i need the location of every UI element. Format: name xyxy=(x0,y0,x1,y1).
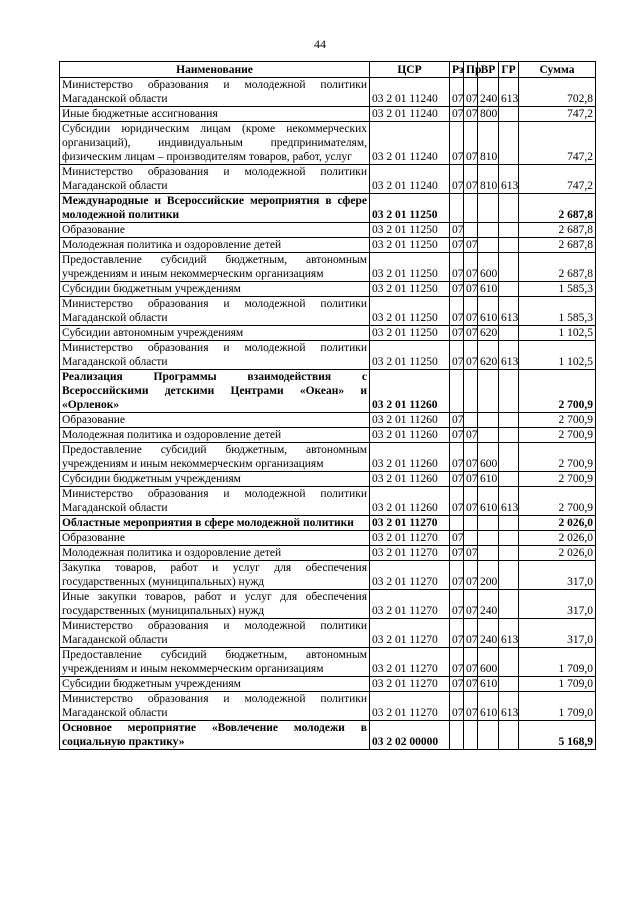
row-gr-cell xyxy=(499,253,519,282)
row-pr-cell: 07 xyxy=(464,619,478,648)
row-sum-cell: 2 700,9 xyxy=(519,487,596,516)
row-name-cell: Предоставление субсидий бюджетным, автономным учреждениям и иным некоммерческим организациям xyxy=(60,443,370,472)
row-name-cell: Министерство образования и молодежной политики Магаданской области xyxy=(60,487,370,516)
row-vr-cell: 620 xyxy=(478,326,499,341)
row-pr-cell xyxy=(464,721,478,750)
header-vr: ВР xyxy=(478,62,499,78)
table-row xyxy=(60,122,596,165)
row-pr-cell: 07 xyxy=(464,297,478,326)
row-sum-cell: 317,0 xyxy=(519,590,596,619)
row-name-cell: Закупка товаров, работ и услуг для обеспечения государственных (муниципальных) нужд xyxy=(60,561,370,590)
row-vr-cell: 610 xyxy=(478,677,499,692)
row-name-cell: Субсидии бюджетным учреждениям xyxy=(60,282,370,297)
table-row xyxy=(60,326,596,341)
row-name-cell: Образование xyxy=(60,531,370,546)
row-name-cell: Субсидии бюджетным учреждениям xyxy=(60,677,370,692)
row-sum-cell: 2 700,9 xyxy=(519,428,596,443)
row-gr-cell xyxy=(499,107,519,122)
row-csr-cell: 03 2 01 11270 xyxy=(370,677,450,692)
row-name-cell: Реализация Программы взаимодействия с Всероссийскими детскими Центрами «Океан» и «Орленок» xyxy=(60,370,370,413)
row-name-cell: Образование xyxy=(60,223,370,238)
row-pr-cell: 07 xyxy=(464,546,478,561)
row-name-cell: Министерство образования и молодежной политики Магаданской области xyxy=(60,692,370,721)
table-row xyxy=(60,253,596,282)
row-pr-cell: 07 xyxy=(464,428,478,443)
table-row xyxy=(60,516,596,531)
row-rz-cell: 07 xyxy=(450,546,464,561)
header-gr: ГР xyxy=(499,62,519,78)
row-gr-cell xyxy=(499,561,519,590)
row-csr-cell: 03 2 01 11260 xyxy=(370,472,450,487)
row-gr-cell xyxy=(499,531,519,546)
row-rz-cell: 07 xyxy=(450,223,464,238)
row-sum-cell: 1 102,5 xyxy=(519,341,596,370)
row-sum-cell: 2 687,8 xyxy=(519,238,596,253)
row-pr-cell xyxy=(464,413,478,428)
row-name-cell: Субсидии юридическим лицам (кроме некоммерческих организаций), индивидуальным предпринимателям, физическим лицам – производителям товаров, работ, услуг xyxy=(60,122,370,165)
row-pr-cell xyxy=(464,194,478,223)
row-csr-cell: 03 2 01 11250 xyxy=(370,326,450,341)
row-csr-cell: 03 2 01 11260 xyxy=(370,443,450,472)
table-row xyxy=(60,165,596,194)
table-row xyxy=(60,648,596,677)
row-csr-cell: 03 2 01 11250 xyxy=(370,194,450,223)
table-row xyxy=(60,223,596,238)
row-rz-cell: 07 xyxy=(450,472,464,487)
header-pr: Пр xyxy=(464,62,478,78)
row-sum-cell: 1 709,0 xyxy=(519,677,596,692)
row-pr-cell: 07 xyxy=(464,341,478,370)
row-pr-cell: 07 xyxy=(464,561,478,590)
row-rz-cell: 07 xyxy=(450,78,464,107)
row-csr-cell: 03 2 01 11270 xyxy=(370,692,450,721)
row-csr-cell: 03 2 01 11270 xyxy=(370,516,450,531)
row-vr-cell xyxy=(478,194,499,223)
row-pr-cell: 07 xyxy=(464,326,478,341)
row-name-cell: Министерство образования и молодежной политики Магаданской области xyxy=(60,341,370,370)
row-pr-cell: 07 xyxy=(464,487,478,516)
row-name-cell: Министерство образования и молодежной политики Магаданской области xyxy=(60,78,370,107)
row-pr-cell: 07 xyxy=(464,677,478,692)
row-vr-cell xyxy=(478,413,499,428)
row-gr-cell xyxy=(499,223,519,238)
row-rz-cell: 07 xyxy=(450,531,464,546)
row-name-cell: Молодежная политика и оздоровление детей xyxy=(60,238,370,253)
row-gr-cell xyxy=(499,122,519,165)
row-vr-cell: 620 xyxy=(478,341,499,370)
row-vr-cell: 610 xyxy=(478,282,499,297)
row-gr-cell xyxy=(499,546,519,561)
row-sum-cell: 2 700,9 xyxy=(519,472,596,487)
row-sum-cell: 702,8 xyxy=(519,78,596,107)
row-gr-cell xyxy=(499,677,519,692)
row-rz-cell: 07 xyxy=(450,253,464,282)
row-gr-cell xyxy=(499,516,519,531)
row-sum-cell: 1 709,0 xyxy=(519,692,596,721)
table-row xyxy=(60,370,596,413)
table-row xyxy=(60,677,596,692)
row-name-cell: Министерство образования и молодежной политики Магаданской области xyxy=(60,619,370,648)
row-gr-cell: 613 xyxy=(499,692,519,721)
row-sum-cell: 5 168,9 xyxy=(519,721,596,750)
row-gr-cell xyxy=(499,590,519,619)
row-vr-cell: 240 xyxy=(478,619,499,648)
row-pr-cell: 07 xyxy=(464,107,478,122)
row-csr-cell: 03 2 01 11270 xyxy=(370,590,450,619)
row-pr-cell: 07 xyxy=(464,692,478,721)
row-gr-cell: 613 xyxy=(499,78,519,107)
row-name-cell: Международные и Всероссийские мероприятия в сфере молодежной политики xyxy=(60,194,370,223)
row-pr-cell: 07 xyxy=(464,238,478,253)
table-row xyxy=(60,443,596,472)
table-row xyxy=(60,297,596,326)
row-rz-cell: 07 xyxy=(450,326,464,341)
row-rz-cell: 07 xyxy=(450,413,464,428)
row-csr-cell: 03 2 01 11250 xyxy=(370,282,450,297)
table-row xyxy=(60,194,596,223)
row-vr-cell: 240 xyxy=(478,78,499,107)
row-sum-cell: 2 026,0 xyxy=(519,546,596,561)
row-sum-cell: 1 709,0 xyxy=(519,648,596,677)
row-vr-cell: 240 xyxy=(478,590,499,619)
table-row xyxy=(60,546,596,561)
row-vr-cell: 610 xyxy=(478,487,499,516)
row-csr-cell: 03 2 01 11260 xyxy=(370,487,450,516)
table-row xyxy=(60,487,596,516)
row-rz-cell: 07 xyxy=(450,297,464,326)
row-pr-cell xyxy=(464,516,478,531)
row-rz-cell: 07 xyxy=(450,443,464,472)
row-name-cell: Образование xyxy=(60,413,370,428)
row-vr-cell xyxy=(478,370,499,413)
budget-table xyxy=(59,61,596,750)
table-row xyxy=(60,341,596,370)
row-csr-cell: 03 2 01 11250 xyxy=(370,253,450,282)
row-vr-cell xyxy=(478,238,499,253)
row-rz-cell: 07 xyxy=(450,590,464,619)
row-gr-cell: 613 xyxy=(499,341,519,370)
table-row xyxy=(60,590,596,619)
row-rz-cell xyxy=(450,516,464,531)
row-csr-cell: 03 2 01 11240 xyxy=(370,122,450,165)
table-row xyxy=(60,561,596,590)
row-sum-cell: 2 700,9 xyxy=(519,370,596,413)
table-row xyxy=(60,428,596,443)
row-gr-cell xyxy=(499,326,519,341)
row-sum-cell: 2 687,8 xyxy=(519,194,596,223)
row-name-cell: Субсидии автономным учреждениям xyxy=(60,326,370,341)
row-name-cell: Иные бюджетные ассигнования xyxy=(60,107,370,122)
row-sum-cell: 317,0 xyxy=(519,561,596,590)
row-rz-cell: 07 xyxy=(450,107,464,122)
row-name-cell: Молодежная политика и оздоровление детей xyxy=(60,428,370,443)
row-sum-cell: 1 102,5 xyxy=(519,326,596,341)
header-rz: Рз xyxy=(450,62,464,78)
row-gr-cell xyxy=(499,413,519,428)
row-vr-cell xyxy=(478,546,499,561)
row-vr-cell xyxy=(478,531,499,546)
row-vr-cell xyxy=(478,223,499,238)
row-vr-cell: 810 xyxy=(478,122,499,165)
row-sum-cell: 1 585,3 xyxy=(519,297,596,326)
row-pr-cell: 07 xyxy=(464,443,478,472)
row-sum-cell: 2 700,9 xyxy=(519,443,596,472)
row-rz-cell: 07 xyxy=(450,428,464,443)
row-csr-cell: 03 2 01 11250 xyxy=(370,238,450,253)
row-sum-cell: 747,2 xyxy=(519,122,596,165)
row-name-cell: Субсидии бюджетным учреждениям xyxy=(60,472,370,487)
table-row xyxy=(60,78,596,107)
row-gr-cell xyxy=(499,238,519,253)
row-csr-cell: 03 2 01 11240 xyxy=(370,107,450,122)
row-pr-cell xyxy=(464,370,478,413)
table-row xyxy=(60,692,596,721)
row-csr-cell: 03 2 01 11270 xyxy=(370,546,450,561)
row-gr-cell xyxy=(499,282,519,297)
row-name-cell: Предоставление субсидий бюджетным, автономным учреждениям и иным некоммерческим организациям xyxy=(60,648,370,677)
row-vr-cell: 600 xyxy=(478,648,499,677)
header-name: Наименование xyxy=(60,62,370,78)
row-vr-cell: 810 xyxy=(478,165,499,194)
row-csr-cell: 03 2 01 11240 xyxy=(370,165,450,194)
row-rz-cell: 07 xyxy=(450,165,464,194)
row-pr-cell xyxy=(464,223,478,238)
row-csr-cell: 03 2 01 11270 xyxy=(370,561,450,590)
row-name-cell: Предоставление субсидий бюджетным, автономным учреждениям и иным некоммерческим организациям xyxy=(60,253,370,282)
table-row xyxy=(60,107,596,122)
row-csr-cell: 03 2 01 11270 xyxy=(370,619,450,648)
row-pr-cell: 07 xyxy=(464,590,478,619)
row-vr-cell: 200 xyxy=(478,561,499,590)
row-rz-cell: 07 xyxy=(450,282,464,297)
row-sum-cell: 2 687,8 xyxy=(519,223,596,238)
row-rz-cell: 07 xyxy=(450,341,464,370)
row-rz-cell xyxy=(450,721,464,750)
row-csr-cell: 03 2 01 11270 xyxy=(370,648,450,677)
row-sum-cell: 1 585,3 xyxy=(519,282,596,297)
row-pr-cell xyxy=(464,531,478,546)
row-gr-cell xyxy=(499,648,519,677)
row-sum-cell: 2 687,8 xyxy=(519,253,596,282)
row-csr-cell: 03 2 01 11250 xyxy=(370,223,450,238)
row-vr-cell xyxy=(478,516,499,531)
table-header-row xyxy=(60,62,596,78)
row-gr-cell xyxy=(499,428,519,443)
row-sum-cell: 747,2 xyxy=(519,165,596,194)
row-sum-cell: 2 700,9 xyxy=(519,413,596,428)
table-row xyxy=(60,238,596,253)
row-rz-cell: 07 xyxy=(450,561,464,590)
row-csr-cell: 03 2 01 11270 xyxy=(370,531,450,546)
header-sum: Сумма xyxy=(519,62,596,78)
row-gr-cell: 613 xyxy=(499,165,519,194)
row-csr-cell: 03 2 01 11250 xyxy=(370,297,450,326)
row-vr-cell: 800 xyxy=(478,107,499,122)
row-pr-cell: 07 xyxy=(464,78,478,107)
row-pr-cell: 07 xyxy=(464,472,478,487)
row-gr-cell xyxy=(499,443,519,472)
row-rz-cell: 07 xyxy=(450,238,464,253)
row-name-cell: Министерство образования и молодежной политики Магаданской области xyxy=(60,165,370,194)
row-csr-cell: 03 2 01 11260 xyxy=(370,413,450,428)
row-rz-cell: 07 xyxy=(450,619,464,648)
row-gr-cell xyxy=(499,194,519,223)
row-vr-cell: 610 xyxy=(478,472,499,487)
row-csr-cell: 03 2 01 11260 xyxy=(370,428,450,443)
row-gr-cell xyxy=(499,721,519,750)
header-csr: ЦСР xyxy=(370,62,450,78)
row-vr-cell: 600 xyxy=(478,443,499,472)
row-name-cell: Областные мероприятия в сфере молодежной политики xyxy=(60,516,370,531)
row-gr-cell xyxy=(499,472,519,487)
table-row xyxy=(60,472,596,487)
page-number: 44 xyxy=(314,37,326,51)
row-gr-cell xyxy=(499,370,519,413)
row-pr-cell: 07 xyxy=(464,122,478,165)
table-row xyxy=(60,619,596,648)
row-sum-cell: 2 026,0 xyxy=(519,531,596,546)
row-sum-cell: 317,0 xyxy=(519,619,596,648)
row-csr-cell: 03 2 01 11260 xyxy=(370,370,450,413)
row-rz-cell: 07 xyxy=(450,648,464,677)
row-name-cell: Министерство образования и молодежной политики Магаданской области xyxy=(60,297,370,326)
row-name-cell: Основное мероприятие «Вовлечение молодежи в социальную практику» xyxy=(60,721,370,750)
row-rz-cell: 07 xyxy=(450,487,464,516)
row-name-cell: Молодежная политика и оздоровление детей xyxy=(60,546,370,561)
row-pr-cell: 07 xyxy=(464,648,478,677)
row-gr-cell: 613 xyxy=(499,619,519,648)
row-pr-cell: 07 xyxy=(464,282,478,297)
row-sum-cell: 747,2 xyxy=(519,107,596,122)
table-row xyxy=(60,413,596,428)
row-vr-cell xyxy=(478,428,499,443)
row-rz-cell: 07 xyxy=(450,692,464,721)
row-pr-cell: 07 xyxy=(464,253,478,282)
table-row xyxy=(60,721,596,750)
table-body xyxy=(60,78,596,750)
row-vr-cell xyxy=(478,721,499,750)
row-name-cell: Иные закупки товаров, работ и услуг для обеспечения государственных (муниципальных) нужд xyxy=(60,590,370,619)
row-rz-cell xyxy=(450,370,464,413)
table-row xyxy=(60,531,596,546)
row-csr-cell: 03 2 01 11240 xyxy=(370,78,450,107)
row-csr-cell: 03 2 01 11250 xyxy=(370,341,450,370)
row-vr-cell: 600 xyxy=(478,253,499,282)
row-gr-cell: 613 xyxy=(499,487,519,516)
row-gr-cell: 613 xyxy=(499,297,519,326)
row-vr-cell: 610 xyxy=(478,297,499,326)
row-pr-cell: 07 xyxy=(464,165,478,194)
row-sum-cell: 2 026,0 xyxy=(519,516,596,531)
row-csr-cell: 03 2 02 00000 xyxy=(370,721,450,750)
row-rz-cell xyxy=(450,194,464,223)
row-vr-cell: 610 xyxy=(478,692,499,721)
row-rz-cell: 07 xyxy=(450,122,464,165)
row-rz-cell: 07 xyxy=(450,677,464,692)
table-row xyxy=(60,282,596,297)
